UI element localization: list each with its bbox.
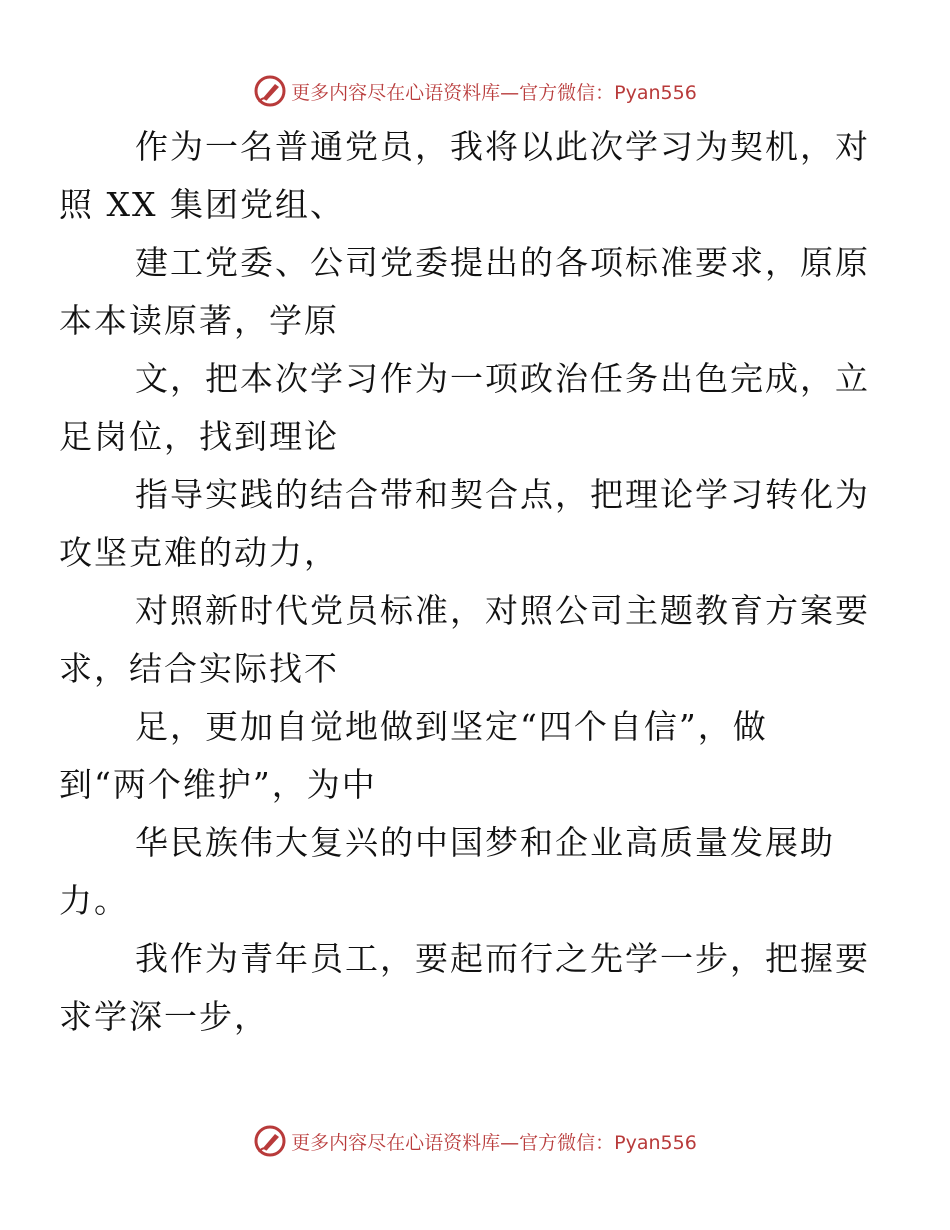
brush-logo-icon xyxy=(253,74,287,108)
paragraph: 对照新时代党员标准，对照公司主题教育方案要 求，结合实际找不 xyxy=(59,591,870,688)
paragraph: 华民族伟大复兴的中国梦和企业高质量发展助 力。 xyxy=(59,823,835,920)
document-body xyxy=(59,118,870,1046)
header-watermark xyxy=(0,74,950,108)
watermark-text: 更多内容尽在心语资料库—官方微信：Pyan556 xyxy=(291,1131,697,1154)
brush-logo-icon xyxy=(253,1124,287,1158)
paragraph: 建工党委、公司党委提出的各项标准要求，原原 本本读原著，学原 xyxy=(59,243,870,340)
footer-watermark xyxy=(0,1124,950,1158)
paragraph: 作为一名普通党员，我将以此次学习为契机，对 照 XX 集团党组、 xyxy=(59,127,870,224)
paragraph: 文，把本次学习作为一项政治任务出色完成，立 足岗位，找到理论 xyxy=(59,359,870,456)
watermark-text: 更多内容尽在心语资料库—官方微信：Pyan556 xyxy=(291,81,697,104)
paragraph: 我作为青年员工，要起而行之先学一步，把握要 求学深一步， xyxy=(59,939,870,1036)
paragraph: 足，更加自觉地做到坚定“四个自信”，做 到“两个维护”，为中 xyxy=(59,707,768,804)
paragraph: 指导实践的结合带和契合点，把理论学习转化为 攻坚克难的动力， xyxy=(59,475,870,572)
